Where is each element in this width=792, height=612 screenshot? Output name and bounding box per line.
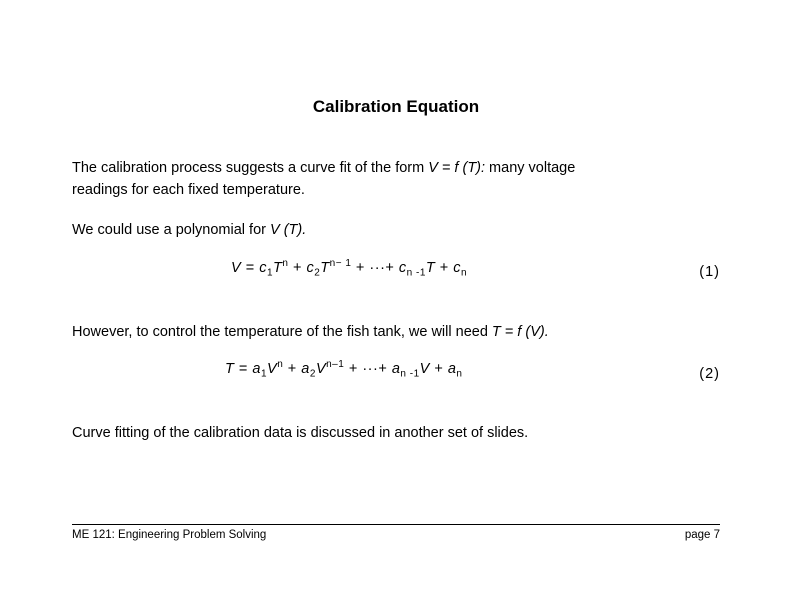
equation-exponent: n (282, 258, 289, 269)
equation-lhs: T (225, 360, 235, 377)
equation-subscript: 2 (309, 368, 316, 380)
equation-subscript: 1 (260, 368, 268, 380)
equation-coefficient: a (391, 360, 401, 377)
equation-variable: T (425, 259, 436, 276)
equation-subscript: n (461, 267, 468, 279)
paragraph-text: However, to control the temperature of the fish tank, we will need (72, 324, 492, 340)
equation-subscript: n -1 (406, 267, 426, 279)
equation-number-2: (2) (699, 366, 720, 382)
equation-variable: V (315, 360, 327, 377)
equation-ellipsis: ··· (369, 259, 386, 276)
equation-variable: V (267, 360, 278, 377)
footer-course: ME 121: Engineering Problem Solving (72, 529, 267, 541)
equation-coefficient: a (252, 360, 261, 377)
equation-subscript: 2 (314, 267, 321, 279)
equation-coefficient: c (306, 259, 315, 276)
paragraph-text: The calibration process suggests a curve fit of the form (72, 160, 429, 176)
equation-subscript: 1 (266, 267, 274, 279)
paragraph-curve-fit (72, 157, 575, 201)
footer-page-number: page 7 (684, 529, 720, 541)
equation-1: $V = c_1T^n + c_2T^{n- 1}$ + ···+ $c_{n -1}T + c_n$ (231, 258, 468, 279)
inline-equation: V (T). (270, 222, 307, 238)
equation-coefficient: a (301, 360, 310, 377)
equation-coefficient: c (259, 259, 267, 276)
equation-exponent: n− 1 (329, 258, 352, 269)
equation-variable: T (273, 259, 283, 276)
equation-subscript: n (456, 368, 463, 380)
inline-equation: V = f (T): (428, 160, 486, 176)
equation-2: $T = a_1V^n + a_2V^{n-1}$ + ···+ $a_{n -1}V + a_n$ (225, 359, 463, 380)
equation-subscript: n -1 (400, 368, 420, 380)
equation-coefficient: c (398, 259, 407, 276)
equation-variable: V (419, 360, 430, 377)
equation-number-1: (1) (699, 264, 720, 280)
slide-title: Calibration Equation (312, 97, 480, 116)
paragraph-text: We could use a polynomial for (72, 222, 271, 238)
footer-divider (72, 524, 720, 525)
equation-lhs: V (231, 259, 242, 276)
inline-equation: T = f (V). (491, 324, 549, 340)
equation-exponent: n–1 (326, 359, 345, 370)
equation-variable: T (320, 259, 330, 276)
paragraph-curve-fitting-note: Curve fitting of the calibration data is discussed in another set of slides. (72, 425, 529, 441)
equation-ellipsis: ··· (362, 360, 379, 377)
paragraph-text: readings for each fixed temperature. (72, 182, 305, 198)
paragraph-inverse (72, 321, 549, 343)
equation-coefficient: a (447, 360, 457, 377)
paragraph-text: many voltage (485, 160, 576, 176)
equation-coefficient: c (453, 259, 462, 276)
paragraph-polynomial (72, 219, 306, 241)
equation-exponent: n (277, 359, 284, 370)
